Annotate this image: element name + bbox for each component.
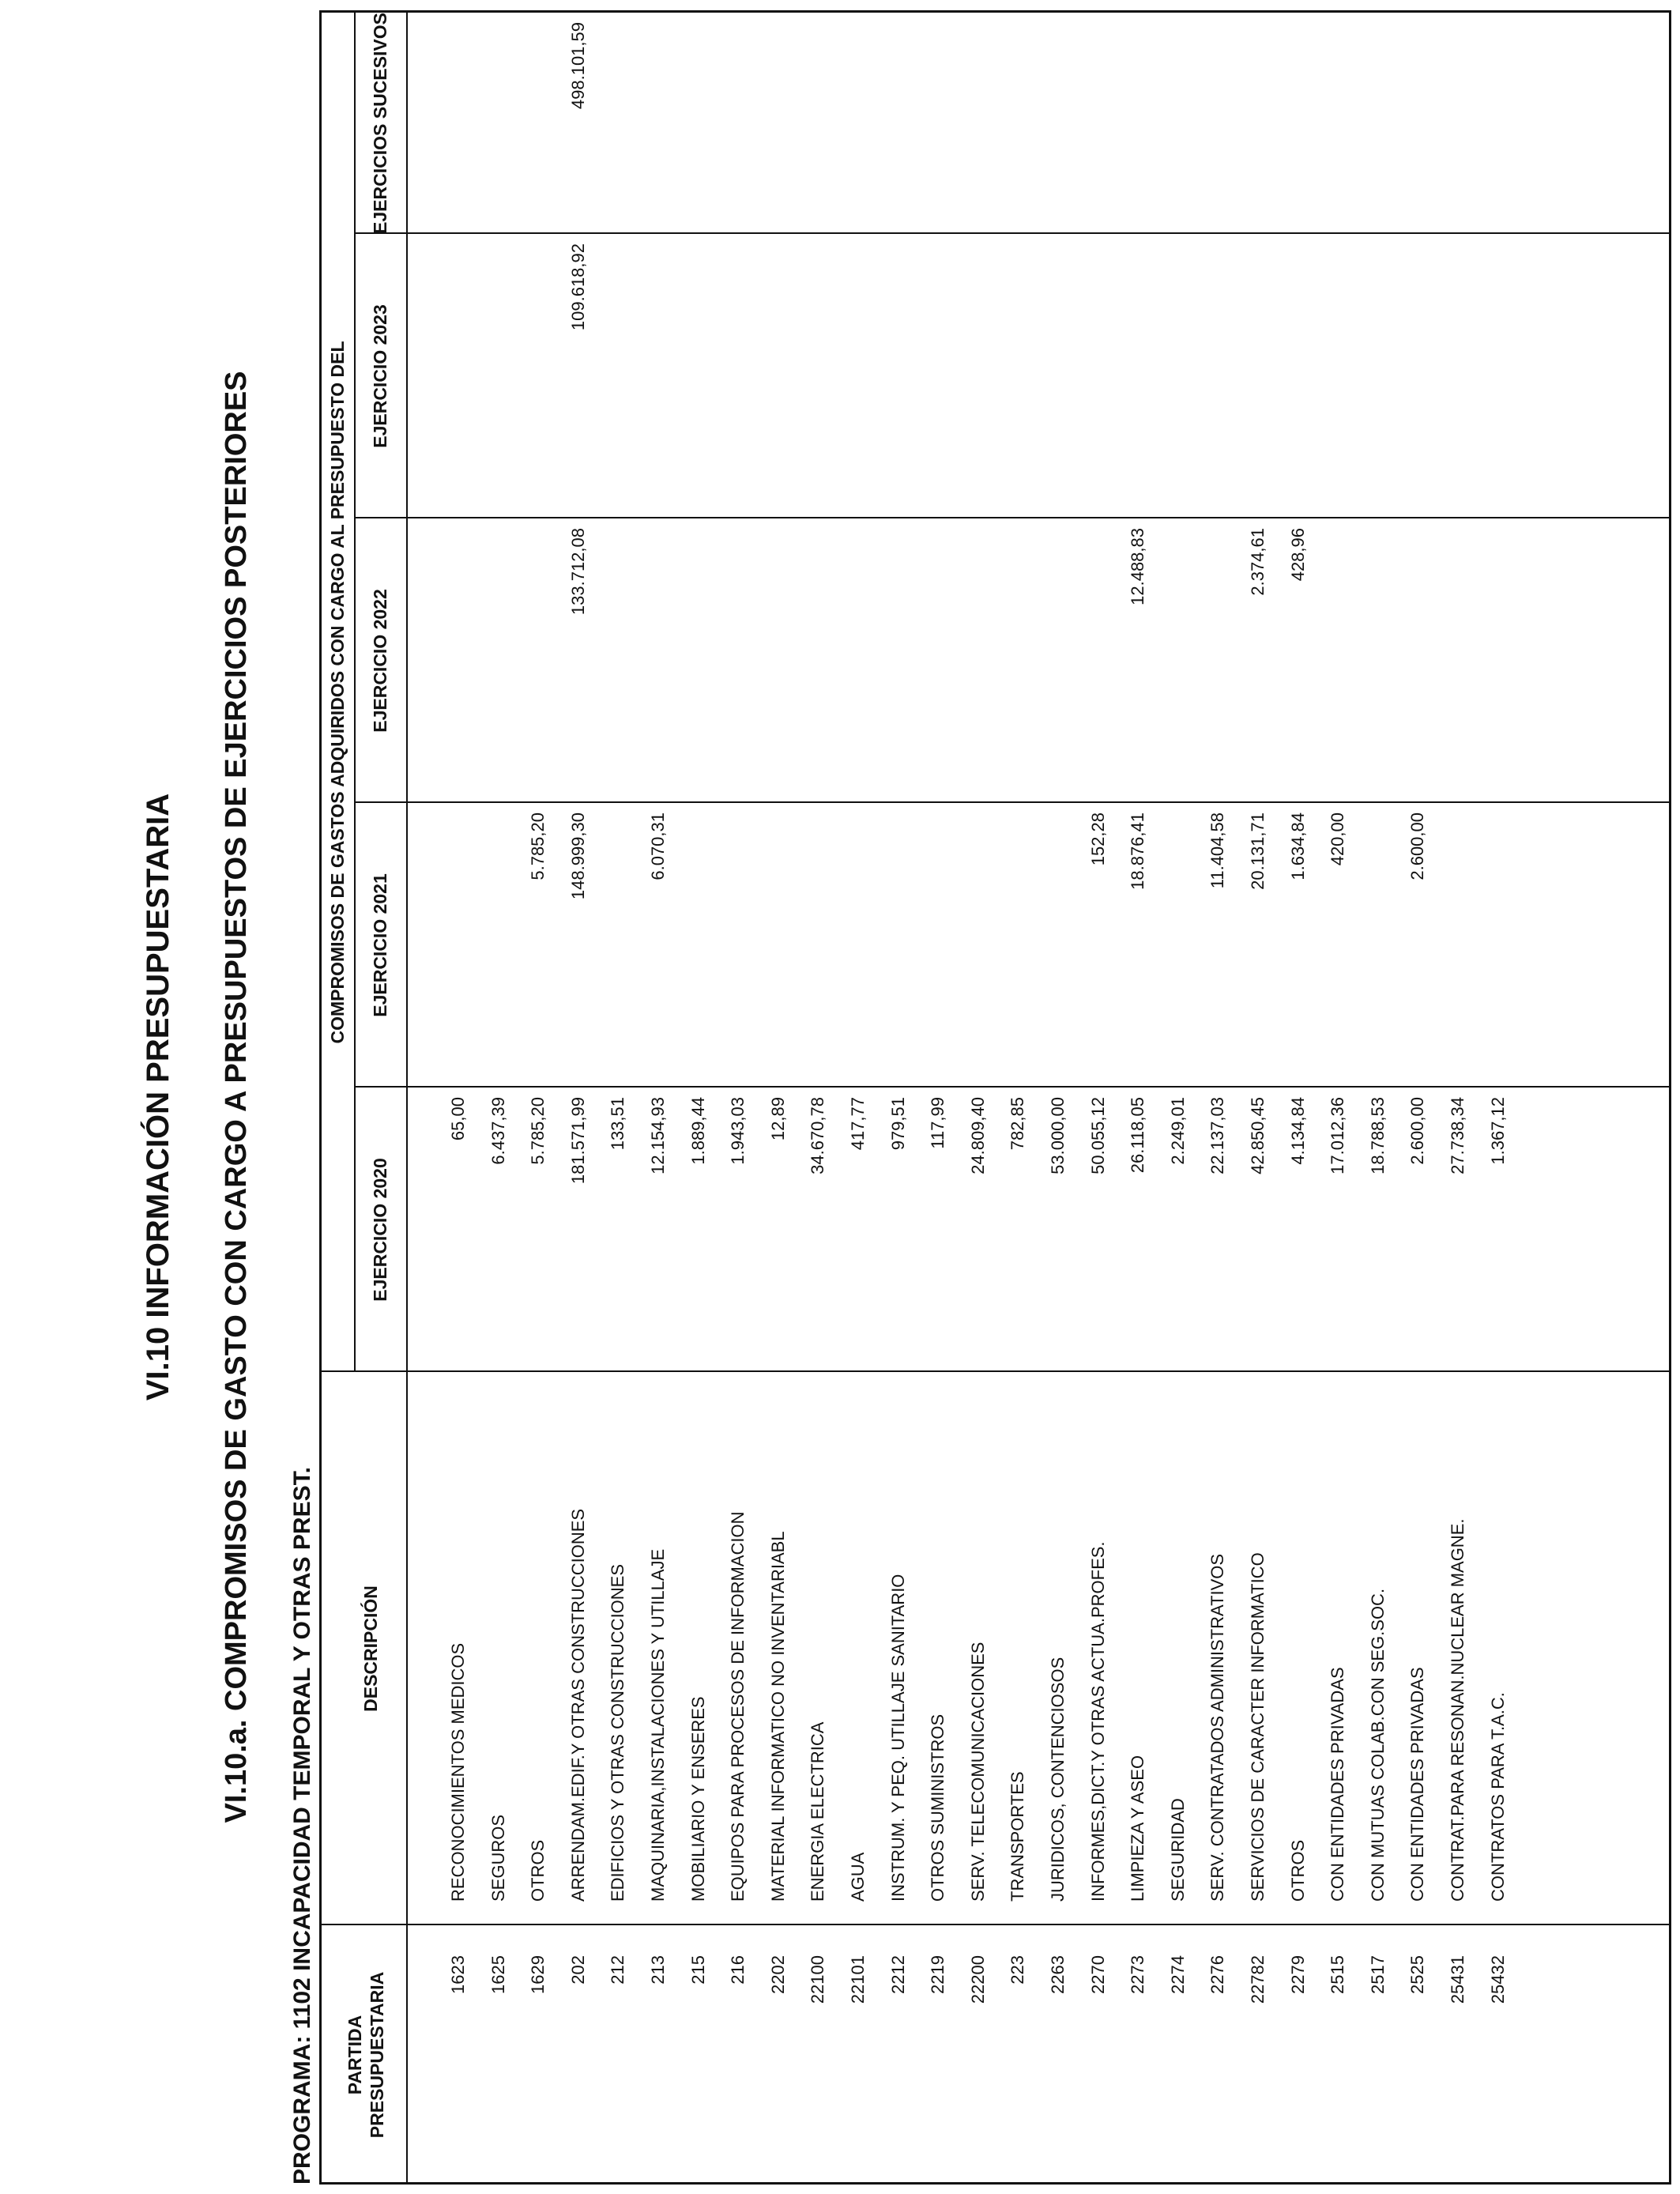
partida-cell: 2525 [1407,1955,1428,1994]
amount-cell-vsuc [1046,22,1070,226]
amount-cell-vsuc [1446,22,1470,226]
amount-cell-v2021 [887,812,910,1080]
amount-cell-v2022: 12.488,83 [1128,528,1148,605]
col-sep-descripcion [319,1370,1669,1372]
amount-cell-v2020: 50.055,12 [1087,1097,1108,1174]
amount-cell-v2020: 133,51 [608,1097,628,1151]
descripcion-cell: SERV. CONTRATADOS ADMINISTRATIVOS [1207,1553,1228,1902]
partida-cell: 2270 [1087,1955,1108,1994]
amount-cell-v2020: 34.670,78 [808,1097,828,1174]
amount-cell-vsuc [806,22,830,226]
partida-cell: 2279 [1287,1955,1308,1994]
amount-cell-v2020: 5.785,20 [528,1097,548,1165]
amount-cell-v2020: 979,51 [887,1097,908,1151]
partida-cell: 2276 [1207,1955,1228,1994]
amount-cell-v2021 [1166,812,1190,1080]
amount-cell-vsuc [887,22,910,226]
amount-cell-v2021 [806,812,830,1080]
amount-cell-v2022 [446,528,470,795]
amount-cell-v2020: 1.889,44 [687,1097,708,1165]
amount-cell-v2022 [487,528,510,795]
amount-cell-v2023 [726,243,750,511]
amount-cell-v2020: 27.738,34 [1448,1097,1467,1174]
amount-cell-v2020: 117,99 [928,1097,948,1149]
amount-cell-v2021: 420,00 [1328,812,1348,866]
table-right-border [319,10,1671,13]
amount-cell-v2023 [966,243,990,511]
amount-cell-vsuc [687,22,710,226]
partida-cell: 1625 [488,1955,508,1994]
partida-cell: 1629 [528,1955,548,1994]
amount-cell-v2022: 133.712,08 [567,528,588,616]
amount-cell-v2022: 428,96 [1287,528,1308,582]
amount-cell-v2021: 11.404,58 [1207,812,1228,889]
descripcion-cell: RECONOCIMIENTOS MEDICOS [448,1642,468,1902]
amount-cell-v2022 [1486,528,1510,795]
partida-cell: 2515 [1328,1955,1348,1994]
amount-cell-v2022 [646,528,670,795]
amount-cell-v2023 [1406,243,1430,511]
descripcion-cell: OTROS SUMINISTROS [928,1713,948,1902]
amount-cell-v2021 [687,812,710,1080]
amount-cell-v2021 [726,812,750,1080]
amount-cell-v2023 [926,243,950,511]
partida-cell: 223 [1008,1955,1028,1985]
descripcion-cell: AGUA [848,1852,868,1902]
amount-cell-vsuc [1406,22,1430,226]
amount-cell-v2022 [687,528,710,795]
partida-cell: 2263 [1048,1955,1068,1994]
amount-cell-vsuc [1166,22,1190,226]
amount-cell-v2021 [1486,812,1510,1080]
amount-cell-v2021 [767,812,790,1080]
amount-cell-v2022 [1046,528,1070,795]
amount-cell-v2023 [1126,243,1150,511]
amount-cell-v2020: 65,00 [448,1097,468,1141]
partida-cell: 22100 [808,1955,828,2004]
amount-cell-v2022 [726,528,750,795]
amount-cell-vsuc [646,22,670,226]
descripcion-cell: INSTRUM. Y PEQ. UTILLAJE SANITARIO [887,1574,908,1902]
amount-cell-v2021 [1046,812,1070,1080]
header-bottom-rule [406,13,408,2185]
amount-cell-v2023 [846,243,870,511]
descripcion-cell: SERV. TELECOMUNICACIONES [967,1642,988,1902]
amount-cell-vsuc: 498.101,59 [567,22,588,110]
amount-cell-v2023 [1486,243,1510,511]
amount-cell-v2021: 148.999,30 [567,812,588,900]
year-header-0: EJERCICIO 2020 [370,1158,390,1302]
amount-cell-vsuc [1286,22,1310,226]
amount-cell-v2022 [526,528,550,795]
amount-cell-v2021 [1006,812,1030,1080]
year-header-4: EJERCICIOS SUCESIVOS [370,13,390,234]
amount-cell-v2022 [1206,528,1230,795]
amount-cell-v2023 [1087,243,1110,511]
amount-cell-v2021 [966,812,990,1080]
amount-cell-v2021: 152,28 [1087,812,1108,866]
amount-cell-v2023 [1286,243,1310,511]
partida-cell: 212 [608,1955,628,1985]
year-header-2: EJERCICIO 2022 [370,589,390,733]
amount-cell-vsuc [606,22,630,226]
descripcion-cell: INFORMES,DICT.Y OTRAS ACTUA.PROFES. [1087,1541,1108,1902]
amount-cell-v2023 [526,243,550,511]
descripcion-cell: EQUIPOS PARA PROCESOS DE INFORMACION [728,1511,748,1902]
header-group-rule [354,13,356,1372]
amount-cell-v2023 [646,243,670,511]
partida-cell: 2274 [1167,1955,1188,1994]
amount-cell-v2023: 109.618,92 [567,243,588,331]
amount-cell-v2020: 18.788,53 [1367,1097,1388,1174]
amount-cell-vsuc [1087,22,1110,226]
table-bottom-border [1669,13,1671,2185]
amount-cell-v2022 [1446,528,1470,795]
partida-cell: 25432 [1487,1955,1508,2004]
amount-cell-v2022 [606,528,630,795]
amount-cell-vsuc [1366,22,1390,226]
compromisos-group-header: COMPROMISOS DE GASTOS ADQUIRIDOS CON CARGO AL PRESUPUESTO DEL [327,341,348,1044]
amount-cell-v2023 [1446,243,1470,511]
amount-cell-v2022 [1166,528,1190,795]
partida-cell: 2517 [1367,1955,1388,1994]
amount-cell-v2022 [887,528,910,795]
year-header-3: EJERCICIO 2023 [370,304,390,448]
amount-cell-vsuc [487,22,510,226]
amount-cell-v2021 [1446,812,1470,1080]
amount-cell-v2021 [1366,812,1390,1080]
descripcion-cell: CON ENTIDADES PRIVADAS [1328,1667,1348,1902]
amount-cell-vsuc [526,22,550,226]
amount-cell-vsuc [1126,22,1150,226]
amount-cell-v2023 [1326,243,1350,511]
descripcion-cell: SEGURIDAD [1167,1798,1188,1902]
amount-cell-v2021: 20.131,71 [1248,812,1268,890]
amount-cell-v2021 [487,812,510,1080]
amount-cell-v2022 [1006,528,1030,795]
amount-cell-v2020: 17.012,36 [1328,1097,1348,1174]
amount-cell-vsuc [1206,22,1230,226]
amount-cell-v2023 [806,243,830,511]
partida-header-line1: PARTIDA [345,2015,365,2095]
descripcion-cell: MATERIAL INFORMATICO NO INVENTARIABL [767,1531,788,1902]
amount-cell-v2023 [1246,243,1270,511]
col-sep-year-6 [354,232,1669,234]
descripcion-cell: LIMPIEZA Y ASEO [1128,1755,1148,1902]
descripcion-cell: EDIFICIOS Y OTRAS CONSTRUCCIONES [608,1563,628,1902]
amount-cell-vsuc [926,22,950,226]
amount-cell-v2020: 24.809,40 [967,1097,988,1174]
amount-cell-v2020: 42.850,45 [1248,1097,1268,1174]
descripcion-cell: CON ENTIDADES PRIVADAS [1407,1667,1428,1902]
programa-label: PROGRAMA: 1102 INCAPACIDAD TEMPORAL Y OTRAS PREST. [289,1467,315,2185]
amount-cell-vsuc [846,22,870,226]
amount-cell-vsuc [1246,22,1270,226]
amount-cell-v2020: 4.134,84 [1287,1097,1308,1165]
partida-cell: 2202 [767,1955,788,1994]
amount-cell-v2020: 6.437,39 [488,1097,508,1165]
partida-cell: 202 [567,1955,588,1985]
col-sep-year-5 [354,517,1669,518]
partida-cell: 215 [687,1955,708,1985]
partida-cell: 22101 [848,1955,868,2004]
year-header-1: EJERCICIO 2021 [370,873,390,1017]
amount-cell-v2022: 2.374,61 [1248,528,1268,596]
amount-cell-v2020: 12.154,93 [648,1097,668,1174]
table-top-border [319,13,322,2185]
amount-cell-vsuc [1006,22,1030,226]
descripcion-cell: ENERGIA ELECTRICA [808,1721,828,1902]
amount-cell-v2023 [767,243,790,511]
amount-cell-v2023 [687,243,710,511]
partida-cell: 1623 [448,1955,468,1994]
partida-cell: 2219 [928,1955,948,1994]
amount-cell-v2020: 1.367,12 [1487,1097,1508,1165]
amount-cell-v2023 [1046,243,1070,511]
amount-cell-v2020: 53.000,00 [1048,1097,1068,1174]
partida-cell: 216 [728,1955,748,1985]
descripcion-cell: SEGUROS [488,1814,508,1902]
amount-cell-v2021 [446,812,470,1080]
amount-cell-v2021: 6.070,31 [648,812,668,880]
partida-cell: 2212 [887,1955,908,1994]
amount-cell-v2023 [1206,243,1230,511]
amount-cell-v2021: 2.600,00 [1407,812,1428,880]
descripcion-cell: TRANSPORTES [1008,1771,1028,1902]
descripcion-cell: CONTRATOS PARA T.A.C. [1487,1692,1508,1902]
descripcion-cell: SERVICIOS DE CARACTER INFORMATICO [1248,1552,1268,1902]
amount-cell-v2021: 5.785,20 [528,812,548,880]
amount-cell-v2021: 18.876,41 [1128,812,1148,890]
amount-cell-v2020: 181.571,99 [567,1097,588,1185]
descripcion-cell: CON MUTUAS COLAB.CON SEG.SOC. [1367,1588,1388,1902]
amount-cell-v2023 [1166,243,1190,511]
partida-cell: 2273 [1128,1955,1148,1994]
descripcion-cell: MAQUINARIA,INSTALACIONES Y UTILLAJE [648,1548,668,1902]
amount-cell-v2023 [446,243,470,511]
amount-cell-vsuc [1486,22,1510,226]
amount-cell-v2022 [1406,528,1430,795]
descripcion-cell: MOBILIARIO Y ENSERES [687,1696,708,1902]
descripcion-cell: JURIDICOS, CONTENCIOSOS [1048,1657,1068,1902]
amount-cell-v2023 [1006,243,1030,511]
amount-cell-v2020: 2.249,01 [1167,1097,1188,1165]
partida-cell: 22782 [1248,1955,1268,2004]
amount-cell-v2020: 12,89 [767,1097,788,1141]
amount-cell-v2021: 1.634,84 [1287,812,1308,880]
amount-cell-v2023 [887,243,910,511]
page-title: VI.10 INFORMACIÓN PRESUPUESTARIA [141,793,175,1401]
descripcion-cell: CONTRAT.PARA RESONAN.NUCLEAR MAGNE. [1448,1518,1467,1902]
partida-cell: 25431 [1448,1955,1467,2004]
amount-cell-v2020: 22.137,03 [1207,1097,1228,1174]
amount-cell-v2020: 782,85 [1008,1097,1028,1151]
descripcion-cell: OTROS [1287,1839,1308,1902]
amount-cell-v2023 [487,243,510,511]
amount-cell-v2020: 26.118,05 [1128,1097,1148,1174]
descripcion-header: DESCRIPCIÓN [360,1585,381,1712]
amount-cell-v2020: 2.600,00 [1407,1097,1428,1165]
partida-header-line2: PRESUPUESTARIA [367,1971,387,2139]
amount-cell-v2021 [846,812,870,1080]
amount-cell-v2022 [966,528,990,795]
descripcion-cell: ARRENDAM.EDIF.Y OTRAS CONSTRUCCIONES [567,1508,588,1902]
amount-cell-v2021 [926,812,950,1080]
partida-cell: 213 [648,1955,668,1985]
amount-cell-vsuc [966,22,990,226]
col-sep-year-3 [354,1086,1669,1088]
partida-cell: 22200 [967,1955,988,2004]
amount-cell-v2023 [1366,243,1390,511]
amount-cell-v2023 [606,243,630,511]
col-sep-year-4 [354,801,1669,803]
amount-cell-v2022 [846,528,870,795]
amount-cell-vsuc [726,22,750,226]
amount-cell-v2022 [1087,528,1110,795]
table-left-border [319,2182,1671,2185]
amount-cell-v2022 [1326,528,1350,795]
amount-cell-v2022 [926,528,950,795]
col-sep-partida [319,1924,1669,1925]
amount-cell-v2022 [806,528,830,795]
amount-cell-v2020: 1.943,03 [728,1097,748,1165]
descripcion-cell: OTROS [528,1839,548,1902]
amount-cell-v2021 [606,812,630,1080]
amount-cell-v2022 [767,528,790,795]
amount-cell-vsuc [767,22,790,226]
amount-cell-vsuc [446,22,470,226]
page-subtitle: VI.10.a. COMPROMISOS DE GASTO CON CARGO A PRESUPUESTOS DE EJERCICIOS POSTERIORES [220,371,253,1823]
amount-cell-v2020: 417,77 [848,1097,868,1151]
amount-cell-vsuc [1326,22,1350,226]
amount-cell-v2022 [1366,528,1390,795]
